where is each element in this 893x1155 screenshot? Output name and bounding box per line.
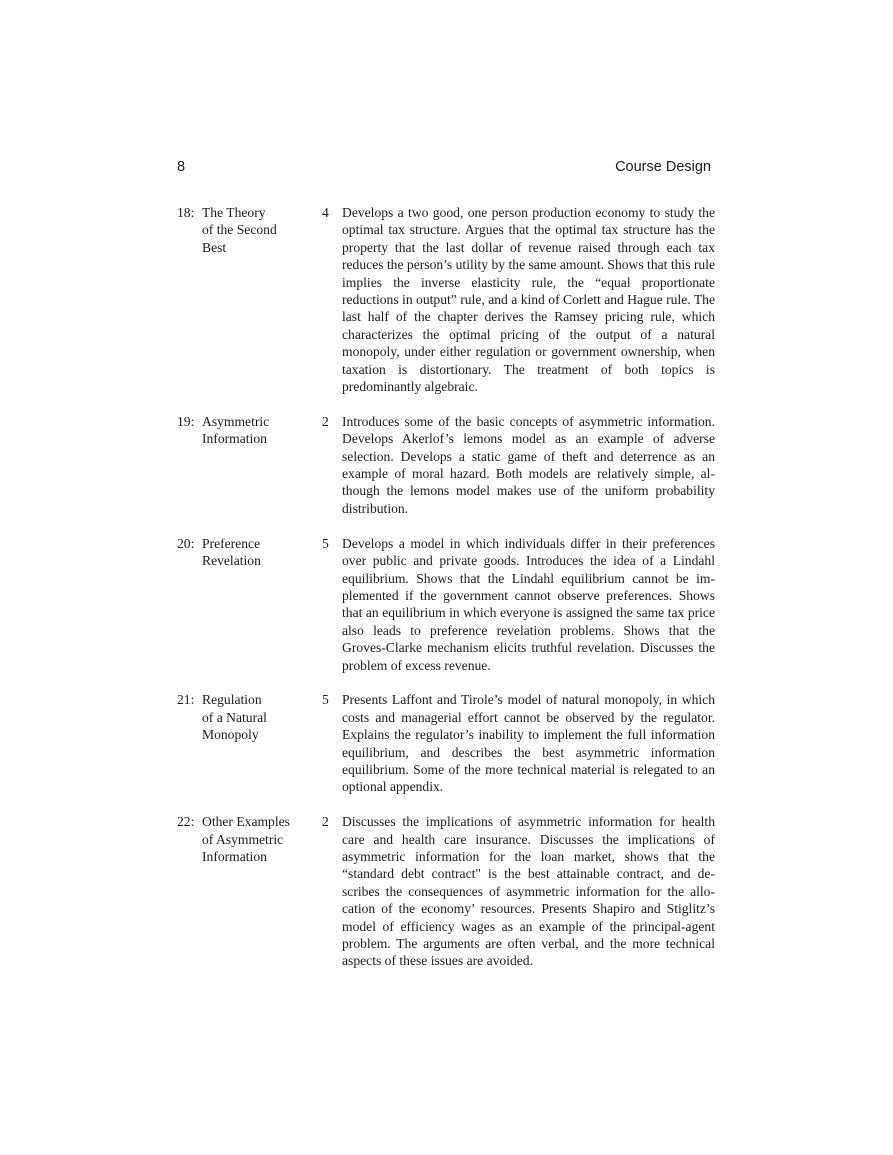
chapter-number: 22: bbox=[177, 814, 195, 830]
chapter-title: Preference Revelation bbox=[202, 535, 261, 569]
chapter-description: Introduces some of the basic concepts of asymmetric information. Develops Akerlof’s lemons model as an example of adverse selection. Develops a static game of theft and deterrence as an example of moral hazard. Both models are relatively simple, although the lemons model makes use of the uniform probability distribution. bbox=[342, 413, 715, 516]
chapter-title: The Theory of the Second Best bbox=[202, 205, 277, 255]
chapter-description: Discusses the implications of asymmetric information for health care and health care insurance. Discusses the implications of asymmetric information for the loan market, shows that the “standard debt contract" is the best attainable contract, and describes the consequences of asymmetric information for the allocation of the economy’ resources. Presents Shapiro and Stiglitz’s model of efficiency wages as an example of the principal-agent problem. The arguments are often verbal, and the more technical aspects of these issues are avoided. bbox=[342, 814, 715, 969]
running-title: Course Design bbox=[615, 159, 711, 175]
chapter-description: Develops a two good, one person production economy to study the optimal tax structure. Argues that the optimal tax structure has the property that the last dollar of revenue raised through each tax reduces the person’s utility by the same amount. Shows that this rule implies the inverse elasticity rule, the “equal proportionate reductions in output” rule, and a kind of Corlett and Hague rule. The last half of the chapter derives the Ramsey pricing rule, which characterizes the optimal pricing of the output of a natural monopoly, under either regulation or government ownership, when taxation is distortionary. The treatment of both topics is predominantly algebraic. bbox=[342, 205, 716, 395]
chapter-weeks: 4 bbox=[322, 205, 329, 220]
chapter-entry-21 bbox=[177, 691, 715, 795]
running-head bbox=[177, 157, 711, 177]
chapter-title: Regulation of a Natural Monopoly bbox=[202, 692, 267, 743]
chapter-title: Other Examples of Asymmetric Information bbox=[202, 814, 290, 864]
chapter-weeks: 2 bbox=[322, 814, 329, 830]
chapter-entry-19 bbox=[177, 413, 715, 517]
chapter-description: Presents Laffont and Tirole’s model of natural monopoly, in which costs and managerial effort cannot be observed by the regulator. Explains the regulator’s inability to implement the full information equilibrium, and describes the best asymmetric information equilibrium. Some of the more technical material is relegated to an optional appendix. bbox=[342, 692, 715, 795]
chapter-weeks: 2 bbox=[322, 413, 329, 429]
chapter-entry-22 bbox=[177, 813, 715, 970]
chapter-weeks: 5 bbox=[322, 692, 329, 708]
chapter-description: Develops a model in which individuals differ in their preferences over public and private goods. Introduces the idea of a Lindahl equilibrium. Shows that the Lindahl equilibrium cannot be implemented if the government cannot observe preferences. Shows that an equilibrium in which everyone is assigned the same tax price also leads to preference revelation problems. Shows that the Groves-Clarke mechanism elicits truthful revelation. Discusses the problem of excess revenue. bbox=[342, 535, 715, 673]
chapter-number: 21: bbox=[177, 692, 195, 708]
page-number: 8 bbox=[177, 159, 186, 175]
chapter-list bbox=[177, 204, 715, 970]
chapter-entry-20 bbox=[177, 535, 715, 674]
chapter-title: Asymmetric Information bbox=[202, 413, 270, 447]
chapter-number: 18: bbox=[177, 205, 195, 220]
chapter-number: 20: bbox=[177, 535, 195, 551]
chapter-weeks: 5 bbox=[322, 535, 329, 551]
chapter-number: 19: bbox=[177, 413, 195, 429]
chapter-entry-18 bbox=[177, 204, 715, 395]
